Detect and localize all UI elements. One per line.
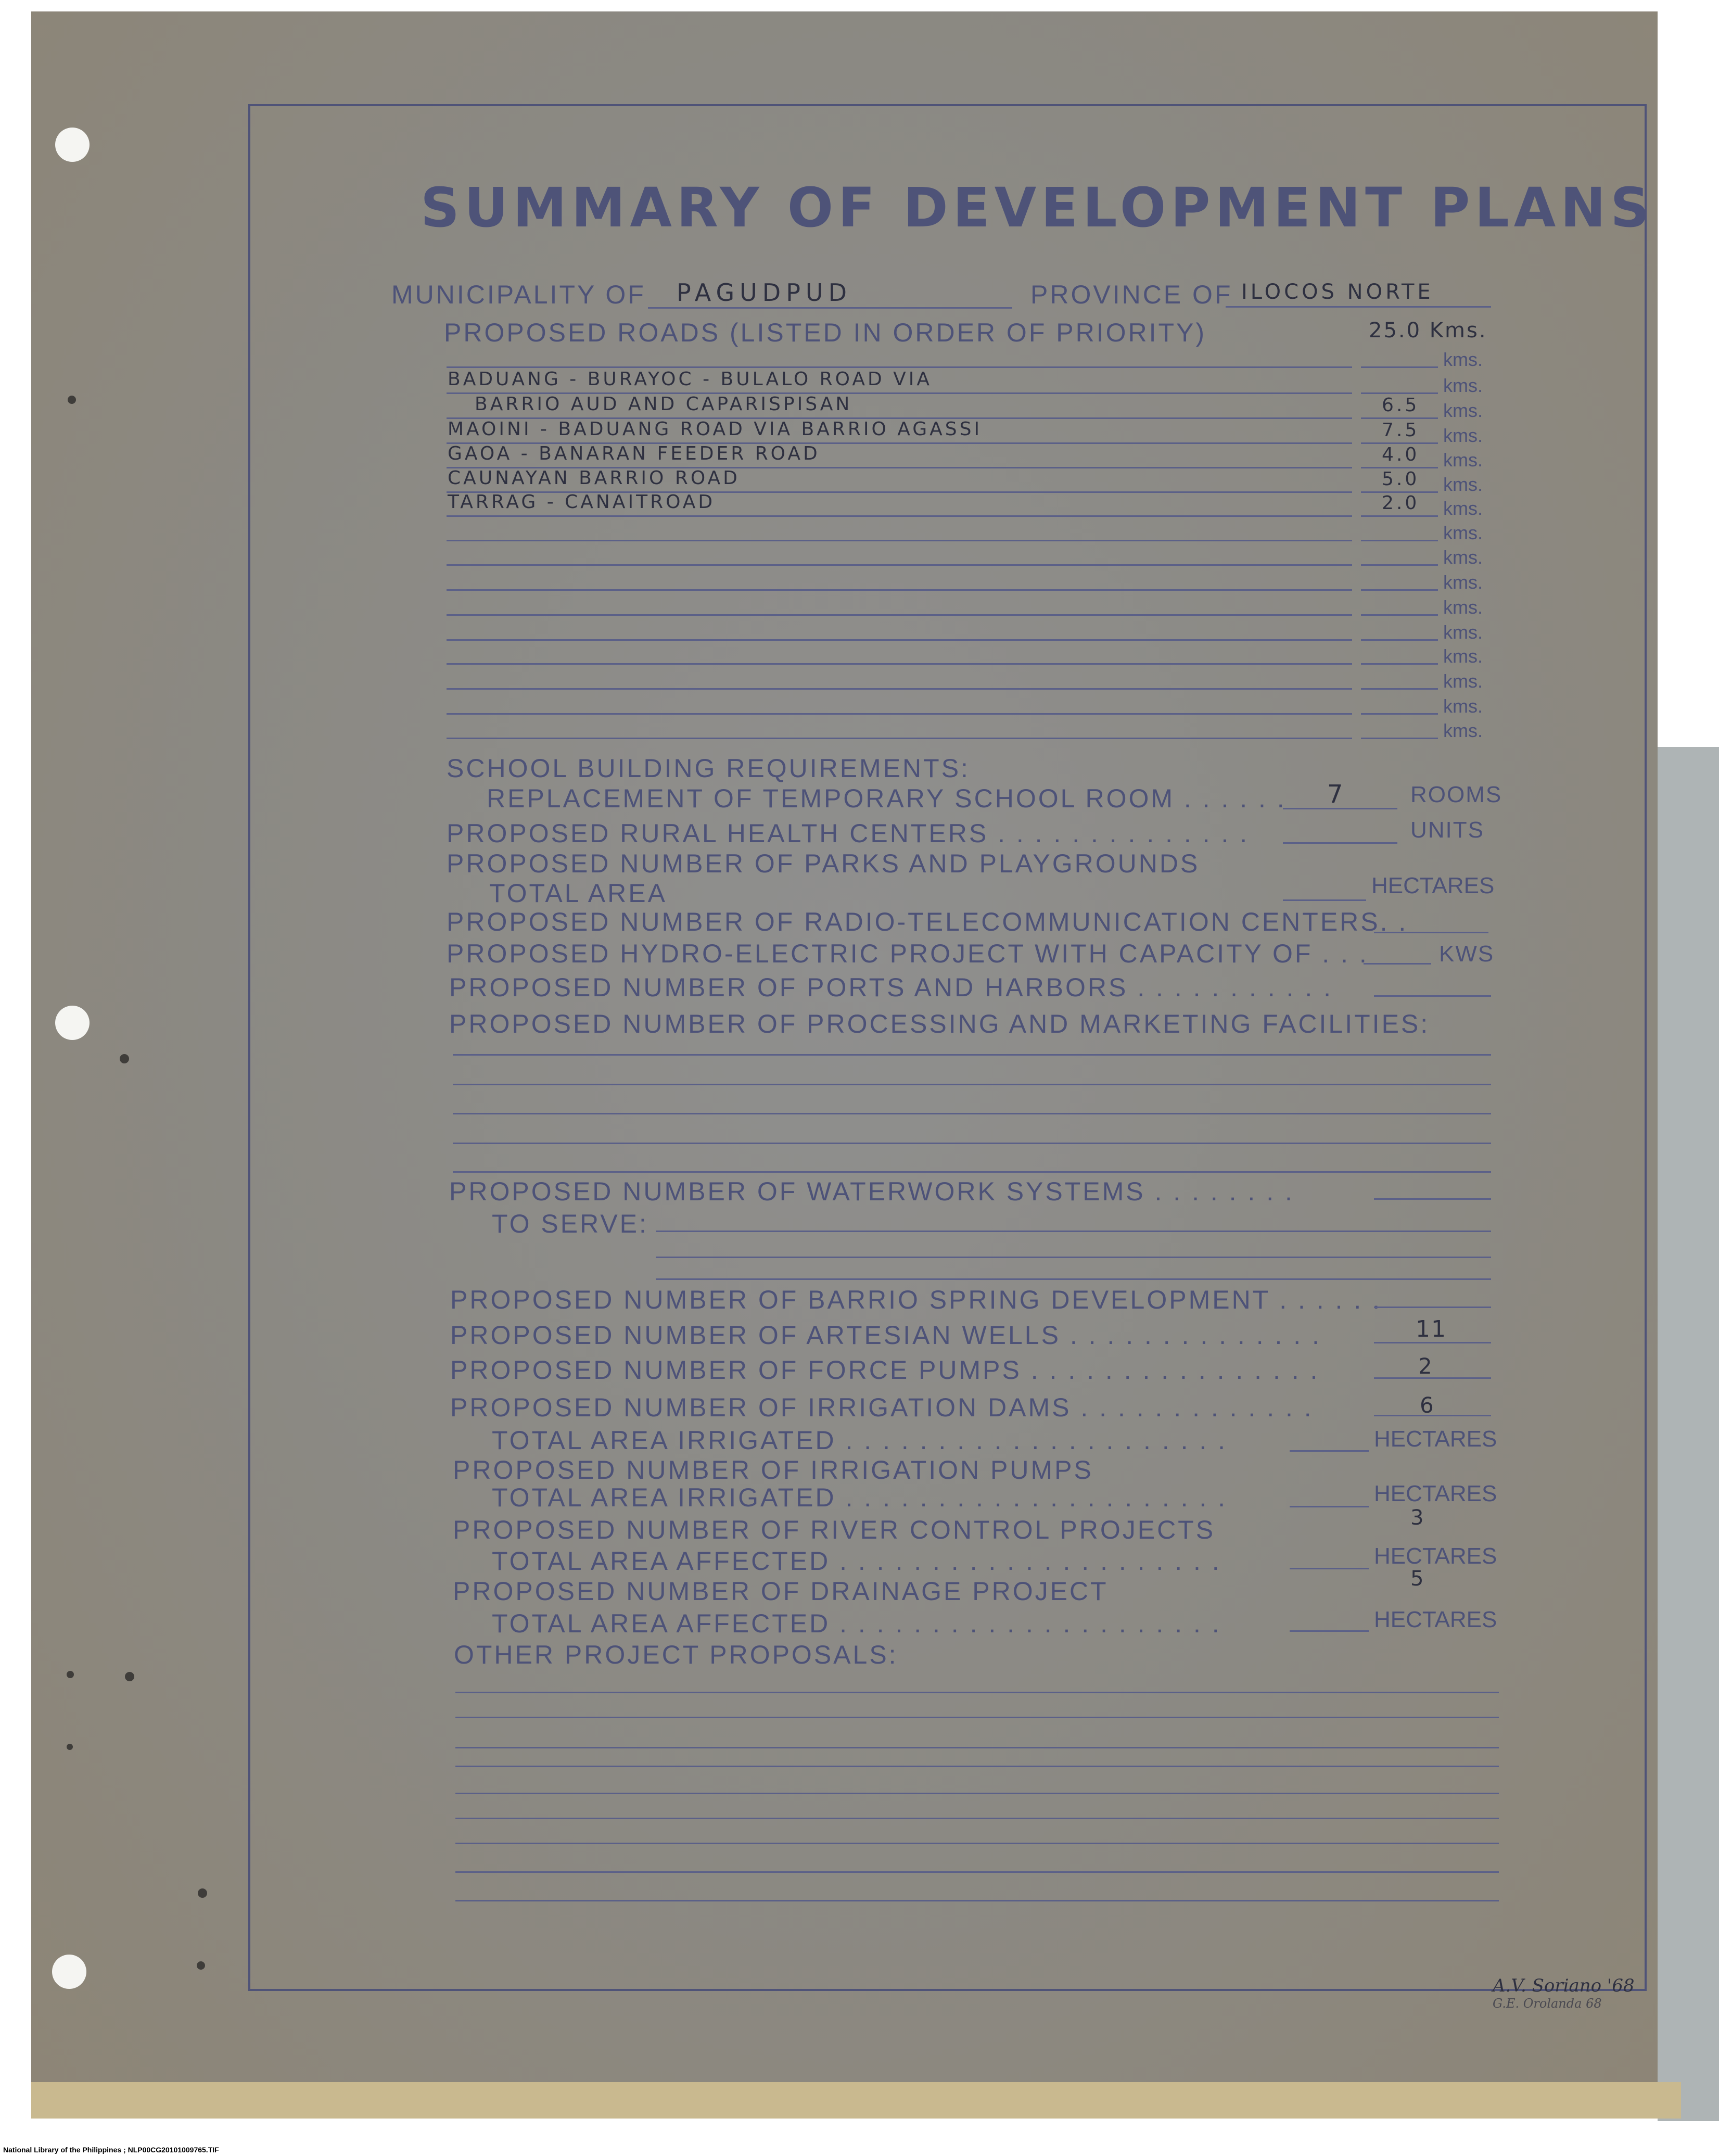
- road-km-unit: kms.: [1443, 349, 1483, 370]
- road-km-line: [1361, 417, 1438, 419]
- waterworks-label: PROPOSED NUMBER OF WATERWORK SYSTEMS . . . . . . . .: [449, 1177, 1294, 1206]
- area-affected-1-value: 5: [1410, 1567, 1427, 1591]
- road-km-unit: kms.: [1443, 400, 1483, 421]
- municipality-underline: [648, 307, 1012, 309]
- paper-speck: [125, 1672, 134, 1681]
- other-proposals-line: [455, 1766, 1499, 1767]
- road-km-line: [1361, 392, 1438, 394]
- road-km-line: [1361, 713, 1438, 715]
- paper-bottom-edge: [31, 2082, 1681, 2119]
- road-row-line: [447, 366, 1352, 368]
- road-name: BARRIO AUD AND CAPARISPISAN: [475, 394, 852, 415]
- province-value: ILOCOS NORTE: [1241, 280, 1434, 304]
- road-row-line: [447, 614, 1352, 616]
- artesian-label: PROPOSED NUMBER OF ARTESIAN WELLS . . . . . . . . . . . . . .: [450, 1321, 1321, 1350]
- road-km-line: [1361, 639, 1438, 641]
- processing-line: [453, 1084, 1491, 1085]
- roads-heading: PROPOSED ROADS (LISTED IN ORDER OF PRIORITY): [444, 318, 1207, 347]
- spring-underline: [1374, 1307, 1491, 1308]
- road-name: TARRAG - CANAITROAD: [448, 491, 716, 513]
- road-km-line: [1361, 515, 1438, 517]
- other-proposals-label: OTHER PROJECT PROPOSALS:: [454, 1640, 898, 1669]
- parks-area-underline: [1283, 899, 1366, 901]
- school-replacement-underline: [1283, 808, 1397, 809]
- road-km-value: 2.0: [1382, 492, 1420, 514]
- road-km-line: [1361, 564, 1438, 566]
- road-row-line: [447, 639, 1352, 641]
- waterworks-underline: [1374, 1198, 1491, 1200]
- road-km-unit: kms.: [1443, 375, 1483, 396]
- area-irrigated-1-unit: HECTARES: [1374, 1426, 1497, 1452]
- road-row-line: [447, 540, 1352, 541]
- road-km-line: [1361, 663, 1438, 665]
- parks-label: PROPOSED NUMBER OF PARKS AND PLAYGROUNDS: [447, 849, 1200, 878]
- road-km-line: [1361, 688, 1438, 690]
- paper-speck: [67, 1744, 73, 1750]
- road-km-unit: kms.: [1443, 645, 1483, 667]
- irrigation-dams-label: PROPOSED NUMBER OF IRRIGATION DAMS . . . . . . . . . . . . .: [450, 1393, 1314, 1422]
- parks-unit: HECTARES: [1371, 873, 1495, 898]
- waterworks-serve-line: [656, 1278, 1491, 1280]
- road-km-line: [1361, 589, 1438, 591]
- area-irrigated-2-unit: HECTARES: [1374, 1481, 1497, 1506]
- road-row-line: [447, 738, 1352, 739]
- processing-line: [453, 1143, 1491, 1144]
- other-proposals-line: [455, 1747, 1499, 1748]
- paper-speck: [68, 396, 76, 404]
- force-pumps-value: 2: [1418, 1353, 1435, 1379]
- signature-line-1: A.V. Soriano '68: [1493, 1975, 1635, 1996]
- parks-area-label: TOTAL AREA: [489, 879, 667, 908]
- road-km-value: 6.5: [1382, 395, 1420, 416]
- area-affected-1-underline: [1290, 1568, 1369, 1569]
- road-km-unit: kms.: [1443, 597, 1483, 618]
- road-row-line: [447, 713, 1352, 715]
- other-proposals-line: [455, 1818, 1499, 1819]
- paper-speck: [197, 1961, 205, 1970]
- road-km-unit: kms.: [1443, 547, 1483, 568]
- area-affected-2-label: TOTAL AREA AFFECTED . . . . . . . . . . . . . . . . . . . . .: [492, 1609, 1221, 1638]
- road-row-line: [447, 564, 1352, 566]
- page-title: SUMMARY OF DEVELOPMENT PLANS: [421, 176, 1654, 239]
- road-km-line: [1361, 366, 1438, 368]
- footer-band: [0, 2128, 1719, 2156]
- processing-line: [453, 1054, 1491, 1056]
- area-irrigated-2-label: TOTAL AREA IRRIGATED . . . . . . . . . . . . . . . . . . . . .: [492, 1483, 1228, 1512]
- area-affected-1-unit: HECTARES: [1374, 1543, 1497, 1569]
- radio-label: PROPOSED NUMBER OF RADIO-TELECOMMUNICATION CENTERS. .: [447, 907, 1408, 936]
- processing-line: [453, 1171, 1491, 1173]
- signature-line-2: G.E. Orolanda 68: [1493, 1996, 1602, 2011]
- artesian-value: 11: [1416, 1316, 1447, 1342]
- other-proposals-line: [455, 1843, 1499, 1844]
- road-row-line: [447, 688, 1352, 690]
- road-row-line: [447, 589, 1352, 591]
- binder-hole-middle: [55, 1006, 90, 1040]
- waterworks-serve-line: [656, 1231, 1491, 1232]
- hydro-label: PROPOSED HYDRO-ELECTRIC PROJECT WITH CAPACITY OF . . .: [447, 939, 1369, 968]
- processing-line: [453, 1113, 1491, 1114]
- road-km-unit: kms.: [1443, 498, 1483, 519]
- road-name: MAOINI - BADUANG ROAD VIA BARRIO AGASSI: [448, 418, 983, 440]
- school-replacement-value: 7: [1327, 780, 1346, 809]
- road-km-unit: kms.: [1443, 449, 1483, 471]
- artesian-underline: [1374, 1342, 1491, 1343]
- municipality-value: PAGUDPUD: [677, 278, 852, 307]
- road-km-unit: kms.: [1443, 425, 1483, 446]
- area-irrigated-1-underline: [1290, 1450, 1369, 1452]
- irrigation-dams-value: 6: [1420, 1392, 1436, 1418]
- road-row-line: [447, 515, 1352, 517]
- hydro-unit: KWS: [1439, 941, 1495, 967]
- ports-underline: [1374, 995, 1491, 997]
- area-irrigated-1-label: TOTAL AREA IRRIGATED . . . . . . . . . . . . . . . . . . . . .: [492, 1426, 1228, 1455]
- binder-hole-bottom: [52, 1955, 86, 1989]
- province-underline: [1226, 306, 1491, 308]
- road-km-unit: kms.: [1443, 695, 1483, 717]
- other-proposals-line: [455, 1871, 1499, 1873]
- scanner-edge-strip: [1658, 747, 1719, 2121]
- waterworks-serve-label: TO SERVE:: [492, 1209, 648, 1238]
- province-label: PROVINCE OF: [1030, 280, 1233, 309]
- road-km-unit: kms.: [1443, 720, 1483, 741]
- road-name: CAUNAYAN BARRIO ROAD: [448, 467, 740, 489]
- road-name: GAOA - BANARAN FEEDER ROAD: [448, 443, 820, 464]
- spring-label: PROPOSED NUMBER OF BARRIO SPRING DEVELOPMENT . . . . . .: [450, 1285, 1382, 1314]
- area-irrigated-2-value: 3: [1410, 1506, 1427, 1530]
- road-km-line: [1361, 738, 1438, 739]
- health-label: PROPOSED RURAL HEALTH CENTERS . . . . . . . . . . . . . .: [447, 819, 1250, 848]
- other-proposals-line: [455, 1793, 1499, 1794]
- health-unit: UNITS: [1410, 817, 1484, 843]
- ports-label: PROPOSED NUMBER OF PORTS AND HARBORS . . . . . . . . . . .: [449, 973, 1333, 1002]
- other-proposals-line: [455, 1692, 1499, 1693]
- footer-caption: National Library of the Philippines ; NLP00CG20101009765.TIF: [3, 2146, 219, 2154]
- road-km-line: [1361, 614, 1438, 616]
- force-pumps-label: PROPOSED NUMBER OF FORCE PUMPS . . . . . . . . . . . . . . . .: [450, 1355, 1320, 1385]
- area-irrigated-2-underline: [1290, 1506, 1369, 1507]
- area-affected-1-label: TOTAL AREA AFFECTED . . . . . . . . . . . . . . . . . . . . .: [492, 1546, 1221, 1576]
- road-km-unit: kms.: [1443, 622, 1483, 643]
- hydro-underline: [1364, 963, 1431, 965]
- drainage-label: PROPOSED NUMBER OF DRAINAGE PROJECT: [453, 1577, 1109, 1606]
- road-km-value: 4.0: [1382, 444, 1420, 465]
- school-replacement-unit: ROOMS: [1410, 782, 1502, 807]
- school-replacement-label: REPLACEMENT OF TEMPORARY SCHOOL ROOM . . . . . .: [487, 784, 1287, 813]
- roads-total: 25.0 Kms.: [1369, 319, 1487, 343]
- processing-label: PROPOSED NUMBER OF PROCESSING AND MARKETING FACILITIES:: [449, 1009, 1430, 1038]
- health-underline: [1283, 842, 1397, 844]
- irrigation-pumps-label: PROPOSED NUMBER OF IRRIGATION PUMPS: [453, 1455, 1093, 1485]
- road-km-unit: kms.: [1443, 474, 1483, 495]
- force-pumps-underline: [1374, 1377, 1491, 1379]
- paper-speck: [120, 1054, 129, 1063]
- road-name: BADUANG - BURAYOC - BULALO ROAD VIA: [448, 369, 933, 390]
- municipality-label: MUNICIPALITY OF: [391, 280, 646, 309]
- road-km-line: [1361, 540, 1438, 541]
- road-km-value: 5.0: [1382, 468, 1420, 490]
- road-row-line: [447, 663, 1352, 665]
- other-proposals-line: [455, 1900, 1499, 1901]
- river-control-label: PROPOSED NUMBER OF RIVER CONTROL PROJECTS: [453, 1515, 1216, 1544]
- paper-speck: [67, 1671, 74, 1678]
- area-affected-2-underline: [1290, 1630, 1369, 1632]
- irrigation-dams-underline: [1374, 1415, 1491, 1416]
- school-heading: SCHOOL BUILDING REQUIREMENTS:: [447, 754, 970, 783]
- area-affected-2-unit: HECTARES: [1374, 1607, 1497, 1632]
- road-km-value: 7.5: [1382, 420, 1420, 441]
- other-proposals-line: [455, 1717, 1499, 1718]
- road-km-unit: kms.: [1443, 572, 1483, 593]
- road-km-unit: kms.: [1443, 522, 1483, 543]
- paper-speck: [198, 1888, 207, 1898]
- radio-underline: [1374, 932, 1488, 933]
- binder-hole-top: [55, 128, 90, 162]
- road-km-unit: kms.: [1443, 670, 1483, 692]
- waterworks-serve-line: [656, 1257, 1491, 1258]
